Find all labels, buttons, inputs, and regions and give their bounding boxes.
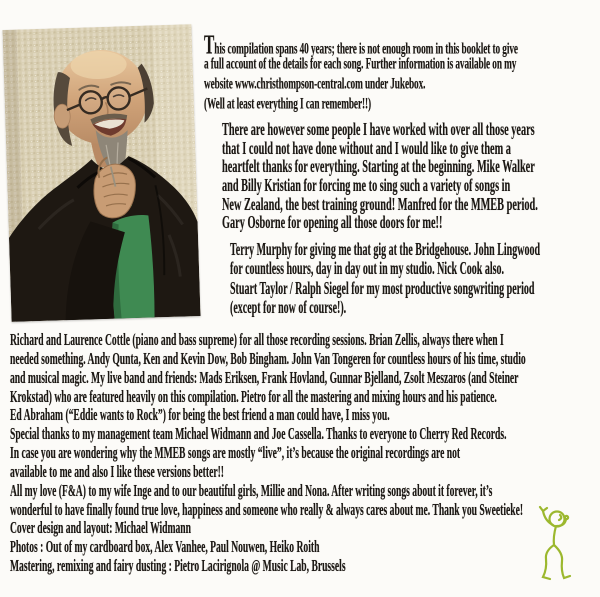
text-line: New Zealand, the best training ground! Manfred for the MMEB period. [222, 195, 538, 215]
text-line: website www.christhompson-central.com under Jukebox. [204, 76, 426, 94]
text-line: All my love (F&A) to my wife Inge and to our beautiful girls, Millie and Nona. After writing songs about it forever, it’s [10, 481, 493, 501]
text-line: Gary Osborne for opening all those doors for me!! [222, 214, 443, 234]
text-line: (except for now of course!). [230, 298, 347, 319]
credits-paragraph [10, 331, 526, 576]
text-line: needed something. Andy Qunta, Ken and Kevin Dow, Bob Bingham. John Van Tongeren for countless hours of his time, studio [10, 349, 526, 370]
text-line: In case you are wondering why the MMEB songs are mostly “live”, it’s because the original recordings are not [10, 444, 461, 464]
text-line: and musical magic. My live band and friends: Mads Eriksen, Frank Hovland, Gunnar Bjelland, Zsolt Meszaros (and Steiner [10, 368, 519, 388]
thanks-paragraph-2 [230, 241, 540, 318]
text-line: that I could not have done without and I would like to give them a [222, 139, 511, 159]
dancing-singer-doodle [533, 499, 585, 583]
text-line: There are however some people I have worked with over all those years [222, 121, 535, 141]
text-line: a full account of the details for each song. Further information is available on my [204, 56, 517, 74]
text-line: heartfelt thanks for everything. Starting at the beginning. Mike Walker [222, 158, 535, 178]
text-line: Terry Murphy for giving me that gig at the Bridgehouse. John Lingwood [230, 241, 541, 261]
doodle-strokes [540, 507, 570, 579]
text-line: (Well at least everything I can remember!!) [204, 96, 371, 114]
intro-paragraph [204, 30, 518, 116]
text-line: Krokstad) who are featured heavily on this compilation. Pietro for all the mastering and mixing hours and his patience. [10, 387, 497, 407]
portrait-photo-art [2, 24, 200, 322]
text-line: wonderful to have finally found true love, happiness and someone who really & always cares about me. Thank you Sweetieke! [10, 500, 524, 520]
text-line: Cover design and layout: Michael Widmann [10, 519, 191, 539]
text-line: Richard and Laurence Cottle (piano and bass supreme) for all those recording sessions. Brian Zellis, always there when I [10, 331, 504, 351]
text-line: for countless hours, day in day out in my studio. Nick Cook also. [230, 260, 505, 280]
text-line: Ed Abraham (“Eddie wants to Rock”) for being the best friend a man could have, I miss you. [10, 406, 390, 426]
text-line: Stuart Taylor / Ralph Siegel for my most productive songwriting period [230, 279, 535, 299]
text-line: Mastering, remixing and fairy dusting : Pietro Lacirignola @ Music Lab, Brussels [10, 557, 346, 577]
portrait-photo [2, 24, 200, 322]
text-line: available to me and also I like these versions better!! [10, 462, 224, 483]
text-line: Photos : Out of my cardboard box, Alex Vanhee, Paul Nouwen, Heiko Roith [10, 538, 320, 558]
text-line: and Billy Kristian for forcing me to sing such a variety of songs in [222, 177, 511, 197]
text-line: Special thanks to my management team Michael Widmann and Joe Cassella. Thanks to everyone to Cherry Red Records. [10, 425, 507, 445]
text-line: This compilation spans 40 years; there is not enough room in this booklet to give [204, 30, 518, 61]
thanks-paragraph-1 [222, 121, 538, 233]
